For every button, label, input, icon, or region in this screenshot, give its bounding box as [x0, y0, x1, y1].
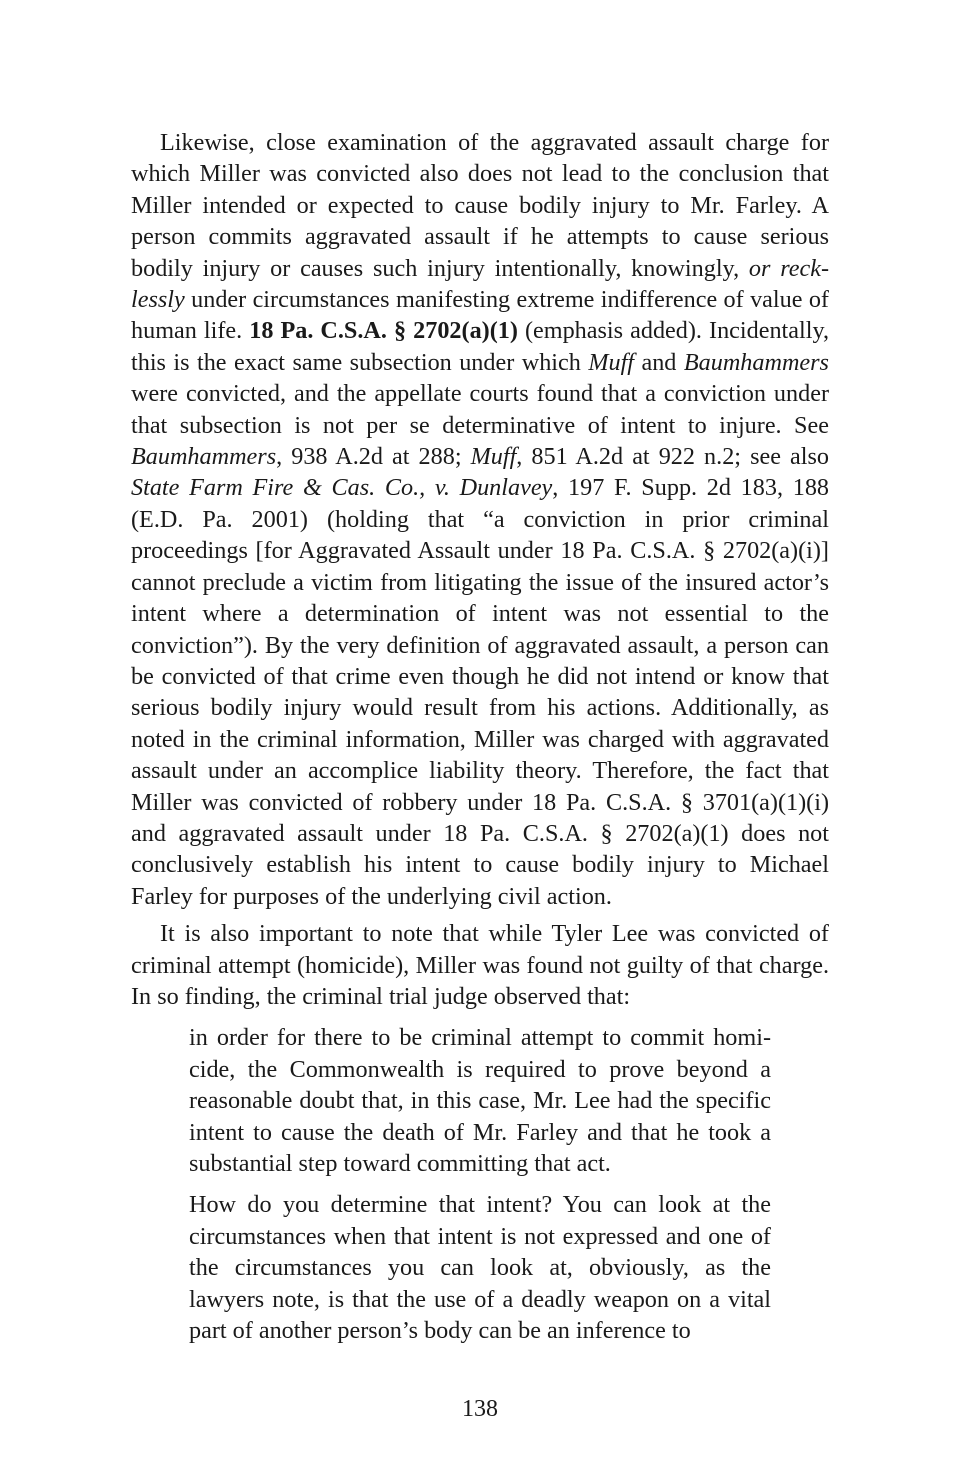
paragraph-text: under circumstances manifesting extreme indifference of value of human life. — [131, 286, 829, 345]
text-column — [131, 127, 829, 1346]
emphasis-text: or recklessly — [131, 254, 829, 314]
case-name: Baumhammers — [131, 443, 277, 471]
paragraph-text: (emphasis added). Incidentally, this is the exact same subsection under which — [131, 317, 830, 376]
paragraph-text: were convicted, and the appellate courts found that a conviction under that subsection is not per se determinative of intent to injure. See — [131, 380, 829, 439]
paragraph-text: and — [634, 348, 684, 376]
block-quote-paragraph: How do you determine that intent? You can look at the circumstances when that intent is not expressed and one of the circumstances you can look at, obviously, as the lawyers note, is that the use of a deadly weapon on a vital part of another person’s body can be an inference to — [189, 1191, 771, 1345]
case-name: Muff — [470, 443, 517, 471]
case-name: State Farm Fire & Cas. Co., v. Dunlavey — [131, 474, 553, 502]
body-paragraph-aggravated-assault — [131, 127, 829, 912]
page-number: 138 — [462, 1396, 498, 1422]
statute-citation: 18 Pa. C.S.A. § 2702(a)(1) — [249, 317, 518, 345]
case-name: Baumhammers — [683, 348, 829, 376]
body-paragraph-criminal-attempt: It is also important to note that while Tyler Lee was convicted of criminal attempt (homicide), Miller was found not guilty of that charge. In so finding, the criminal trial judge observed that: — [131, 920, 829, 1010]
paragraph-text: , 851 A.2d at 922 n.2; see also — [516, 443, 829, 471]
paragraph-text: , 197 F. Supp. 2d 183, 188 (E.D. Pa. 2001) (holding that “a conviction in prior criminal proceedings [for Aggravated Assault under 18 Pa. C.S.A. § 2702(a)(i)] cannot preclude a victim from litigating the issue of the insured actor’s intent where a determination of intent was not essential to the conviction”). By the very definition of aggravated assault, a person can be convicted of that crime even though he did not intend or know that serious bodily injury would result from his actions. Additionally, as noted in the criminal information, Miller was charged with aggravated assault under an accomplice liability theory. Therefore, the fact that Miller was convicted of robbery under 18 Pa. C.S.A. § 3701(a)(1)(i) and aggravated assault under 18 Pa. C.S.A. § 2702(a)(1) does not conclusively establish his intent to cause bodily injury to Michael Farley for purposes of the underlying civil action. — [131, 474, 830, 910]
paragraph-text: , 938 A.2d at 288; — [276, 443, 471, 471]
case-name: Muff — [588, 348, 635, 376]
block-quote-paragraph: in order for there to be criminal attempt to commit homicide, the Commonwealth is required to prove beyond a reasonable doubt that, in this case, Mr. Lee had the specific intent to cause the death of Mr. Farley and that he took a substantial step toward committing that act. — [189, 1024, 771, 1177]
paragraph-text: Likewise, close examination of the aggravated assault charge for which Miller was convicted also does not lead to the conclusion that Miller intended or expected to cause bodily injury to Mr. Farley. A person commits aggravated assault if he attempts to cause serious bodily injury or causes such injury intentionally, knowingly, — [131, 129, 829, 282]
